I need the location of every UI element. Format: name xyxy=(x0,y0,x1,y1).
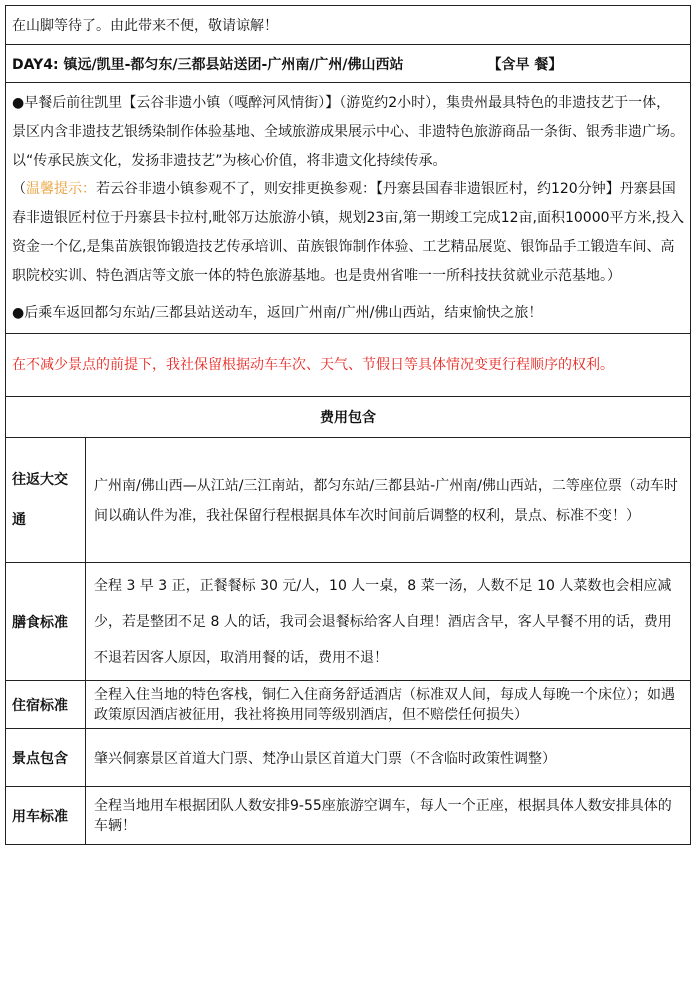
itinerary-paragraph-morning: ●早餐后前往凯里【云谷非遗小镇（嘎醉河风情街）】（游览约2小时），集贵州最具特色的非遗技艺于一体，景区内含非遗技艺银绣染制作体验基地、全域旅游成果展示中心、非遗特色旅游商品一条街、银秀非遗广场。以“传承民族文化，发扬非遗技艺”为核心价值，将非遗文化持续传承。 xyxy=(12,95,684,169)
fee-row-hotel xyxy=(6,681,691,729)
fee-row-transport xyxy=(6,438,691,563)
day-header-row xyxy=(6,45,691,83)
fee-value-transport: 广州南/佛山西—从江站/三江南站，都匀东站/三都县站-广州南/佛山西站，二等座位票（动车时间以确认件为准，我社保留行程根据具体车次时间前后调整的权利，景点、标准不变！） xyxy=(86,438,691,563)
fee-label-hotel: 住宿标准 xyxy=(6,681,86,729)
fee-label-meals: 膳食标准 xyxy=(6,563,86,681)
tip-label: 温馨提示： xyxy=(26,181,96,198)
fee-row-meals xyxy=(6,563,691,681)
itinerary-table xyxy=(5,5,691,845)
day-title: DAY4: 镇远/凯里-都匀东/三都县站送团-广州南/广州/佛山西站 xyxy=(12,56,404,73)
day-header xyxy=(6,45,691,83)
itinerary-body xyxy=(6,83,691,334)
paragraph-gap xyxy=(12,291,684,299)
fee-value-meals: 全程 3 早 3 正，正餐餐标 30 元/人，10 人一桌，8 菜一汤，人数不足 10 人菜数也会相应减少，若是整团不足 8 人的话，我司会退餐标给客人自理！酒店含早，客人早餐不用的话，费用不退若因客人原因，取消用餐的话，费用不退！ xyxy=(86,563,691,681)
fee-row-spots xyxy=(6,729,691,787)
fee-value-hotel: 全程入住当地的特色客栈，铜仁入住商务舒适酒店（标准双人间，每成人每晚一个床位）；如遇政策原因酒店被征用，我社将换用同等级别酒店，但不赔偿任何损失） xyxy=(86,681,691,729)
fee-row-car xyxy=(6,787,691,845)
tip-text: 若云谷非遗小镇参观不了，则安排更换参观：【丹寨县国春非遗银匠村，约120分钟】丹寨县国春非遗银匠村位于丹寨县卡拉村,毗邻万达旅游小镇，规划23亩,第一期竣工完成12亩,面积10000平方米,投入资金一个亿,是集苗族银饰锻造技艺传承培训、苗族银饰制作体验、工艺精品展览、银饰品手工锻造车间、高职院校实训、特色酒店等文旅一体的特色旅游基地。也是贵州省唯一一所科技扶贫就业示范基地。） xyxy=(12,181,684,284)
schedule-change-notice: 在不减少景点的前提下，我社保留根据动车车次、天气、节假日等具体情况变更行程顺序的权利。 xyxy=(6,334,691,397)
fees-header-row xyxy=(6,397,691,438)
fee-label-spots: 景点包含 xyxy=(6,729,86,787)
itinerary-row xyxy=(6,83,691,334)
intro-text: 在山脚等待了。由此带来不便，敬请谅解！ xyxy=(6,6,691,45)
fees-title: 费用包含 xyxy=(6,397,691,438)
warm-tip-paragraph xyxy=(12,175,684,290)
notice-row xyxy=(6,334,691,397)
tip-open-paren: （ xyxy=(12,181,26,198)
day-meal: 【含早 餐】 xyxy=(487,56,563,73)
fee-value-spots: 肇兴侗寨景区首道大门票、梵净山景区首道大门票（不含临时政策性调整） xyxy=(86,729,691,787)
fee-value-car: 全程当地用车根据团队人数安排9-55座旅游空调车，每人一个正座，根据具体人数安排具体的车辆！ xyxy=(86,787,691,845)
intro-row xyxy=(6,6,691,45)
itinerary-paragraph-return: ●后乘车返回都匀东站/三都县站送动车，返回广州南/广州/佛山西站，结束愉快之旅！ xyxy=(12,304,543,321)
itinerary-document xyxy=(5,5,690,845)
fee-label-transport: 往返大交通 xyxy=(6,438,86,563)
fee-label-car: 用车标准 xyxy=(6,787,86,845)
